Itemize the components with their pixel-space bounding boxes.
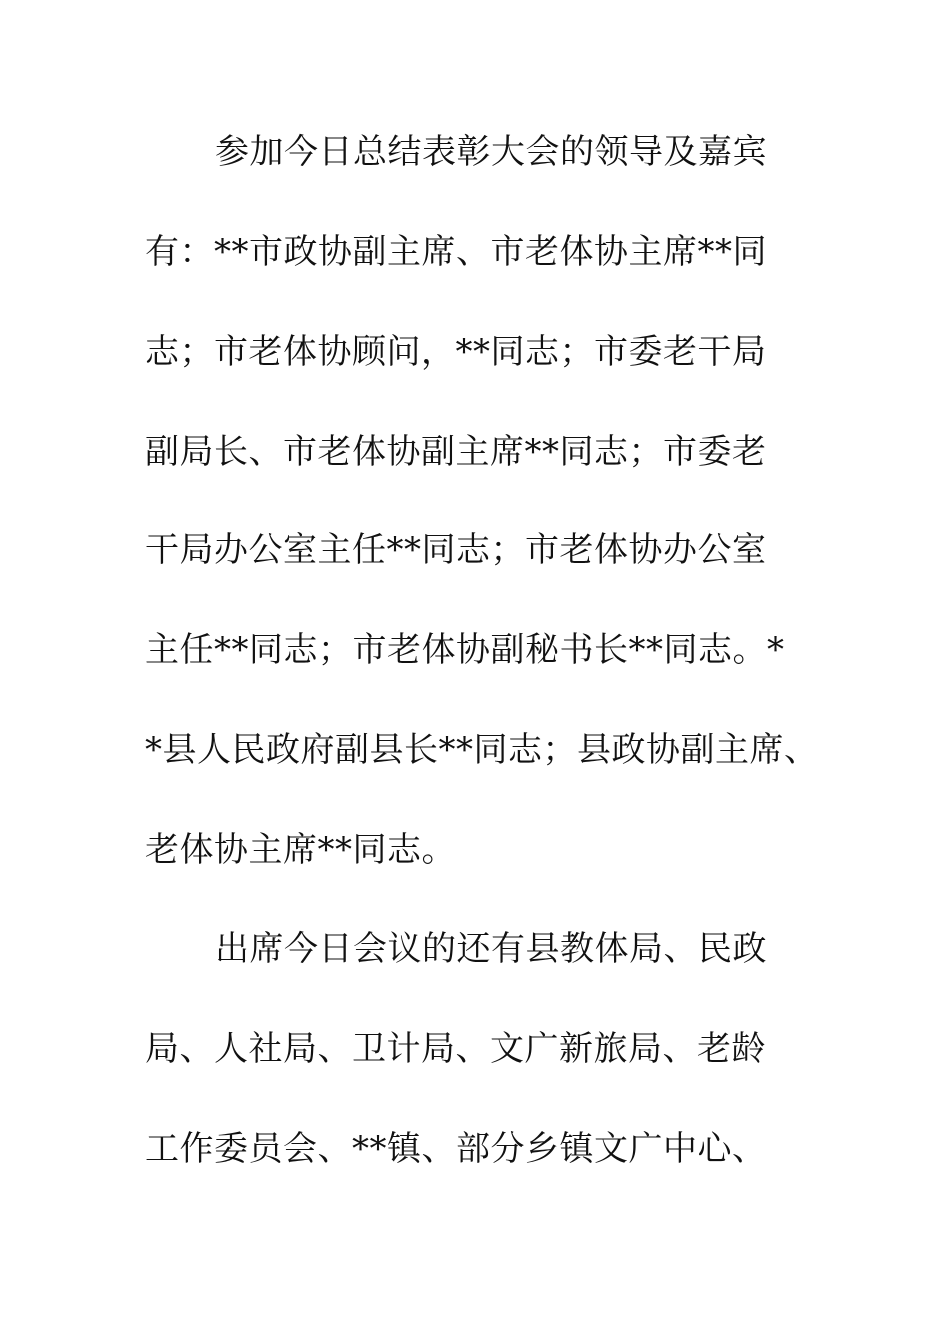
text-line: 干局办公室主任**同志；市老体协办公室 [145, 530, 767, 570]
text-line: 出席今日会议的还有县教体局、民政 [215, 929, 767, 969]
text-line: 副局长、市老体协副主席**同志；市委老 [145, 432, 767, 472]
text-line: 局、人社局、卫计局、文广新旅局、老龄 [145, 1029, 766, 1069]
text-line: 老体协主席**同志。 [145, 830, 456, 870]
text-line: 有：**市政协副主席、市老体协主席**同 [145, 232, 767, 272]
text-line: 工作委员会、**镇、部分乡镇文广中心、 [145, 1129, 767, 1169]
text-line: 参加今日总结表彰大会的领导及嘉宾 [215, 132, 767, 172]
text-line: *县人民政府副县长**同志；县政协副主席、 [145, 730, 819, 770]
text-line: 主任**同志；市老体协副秘书长**同志。* [145, 630, 785, 670]
text-line: 志；市老体协顾问，**同志；市委老干局 [145, 332, 767, 372]
